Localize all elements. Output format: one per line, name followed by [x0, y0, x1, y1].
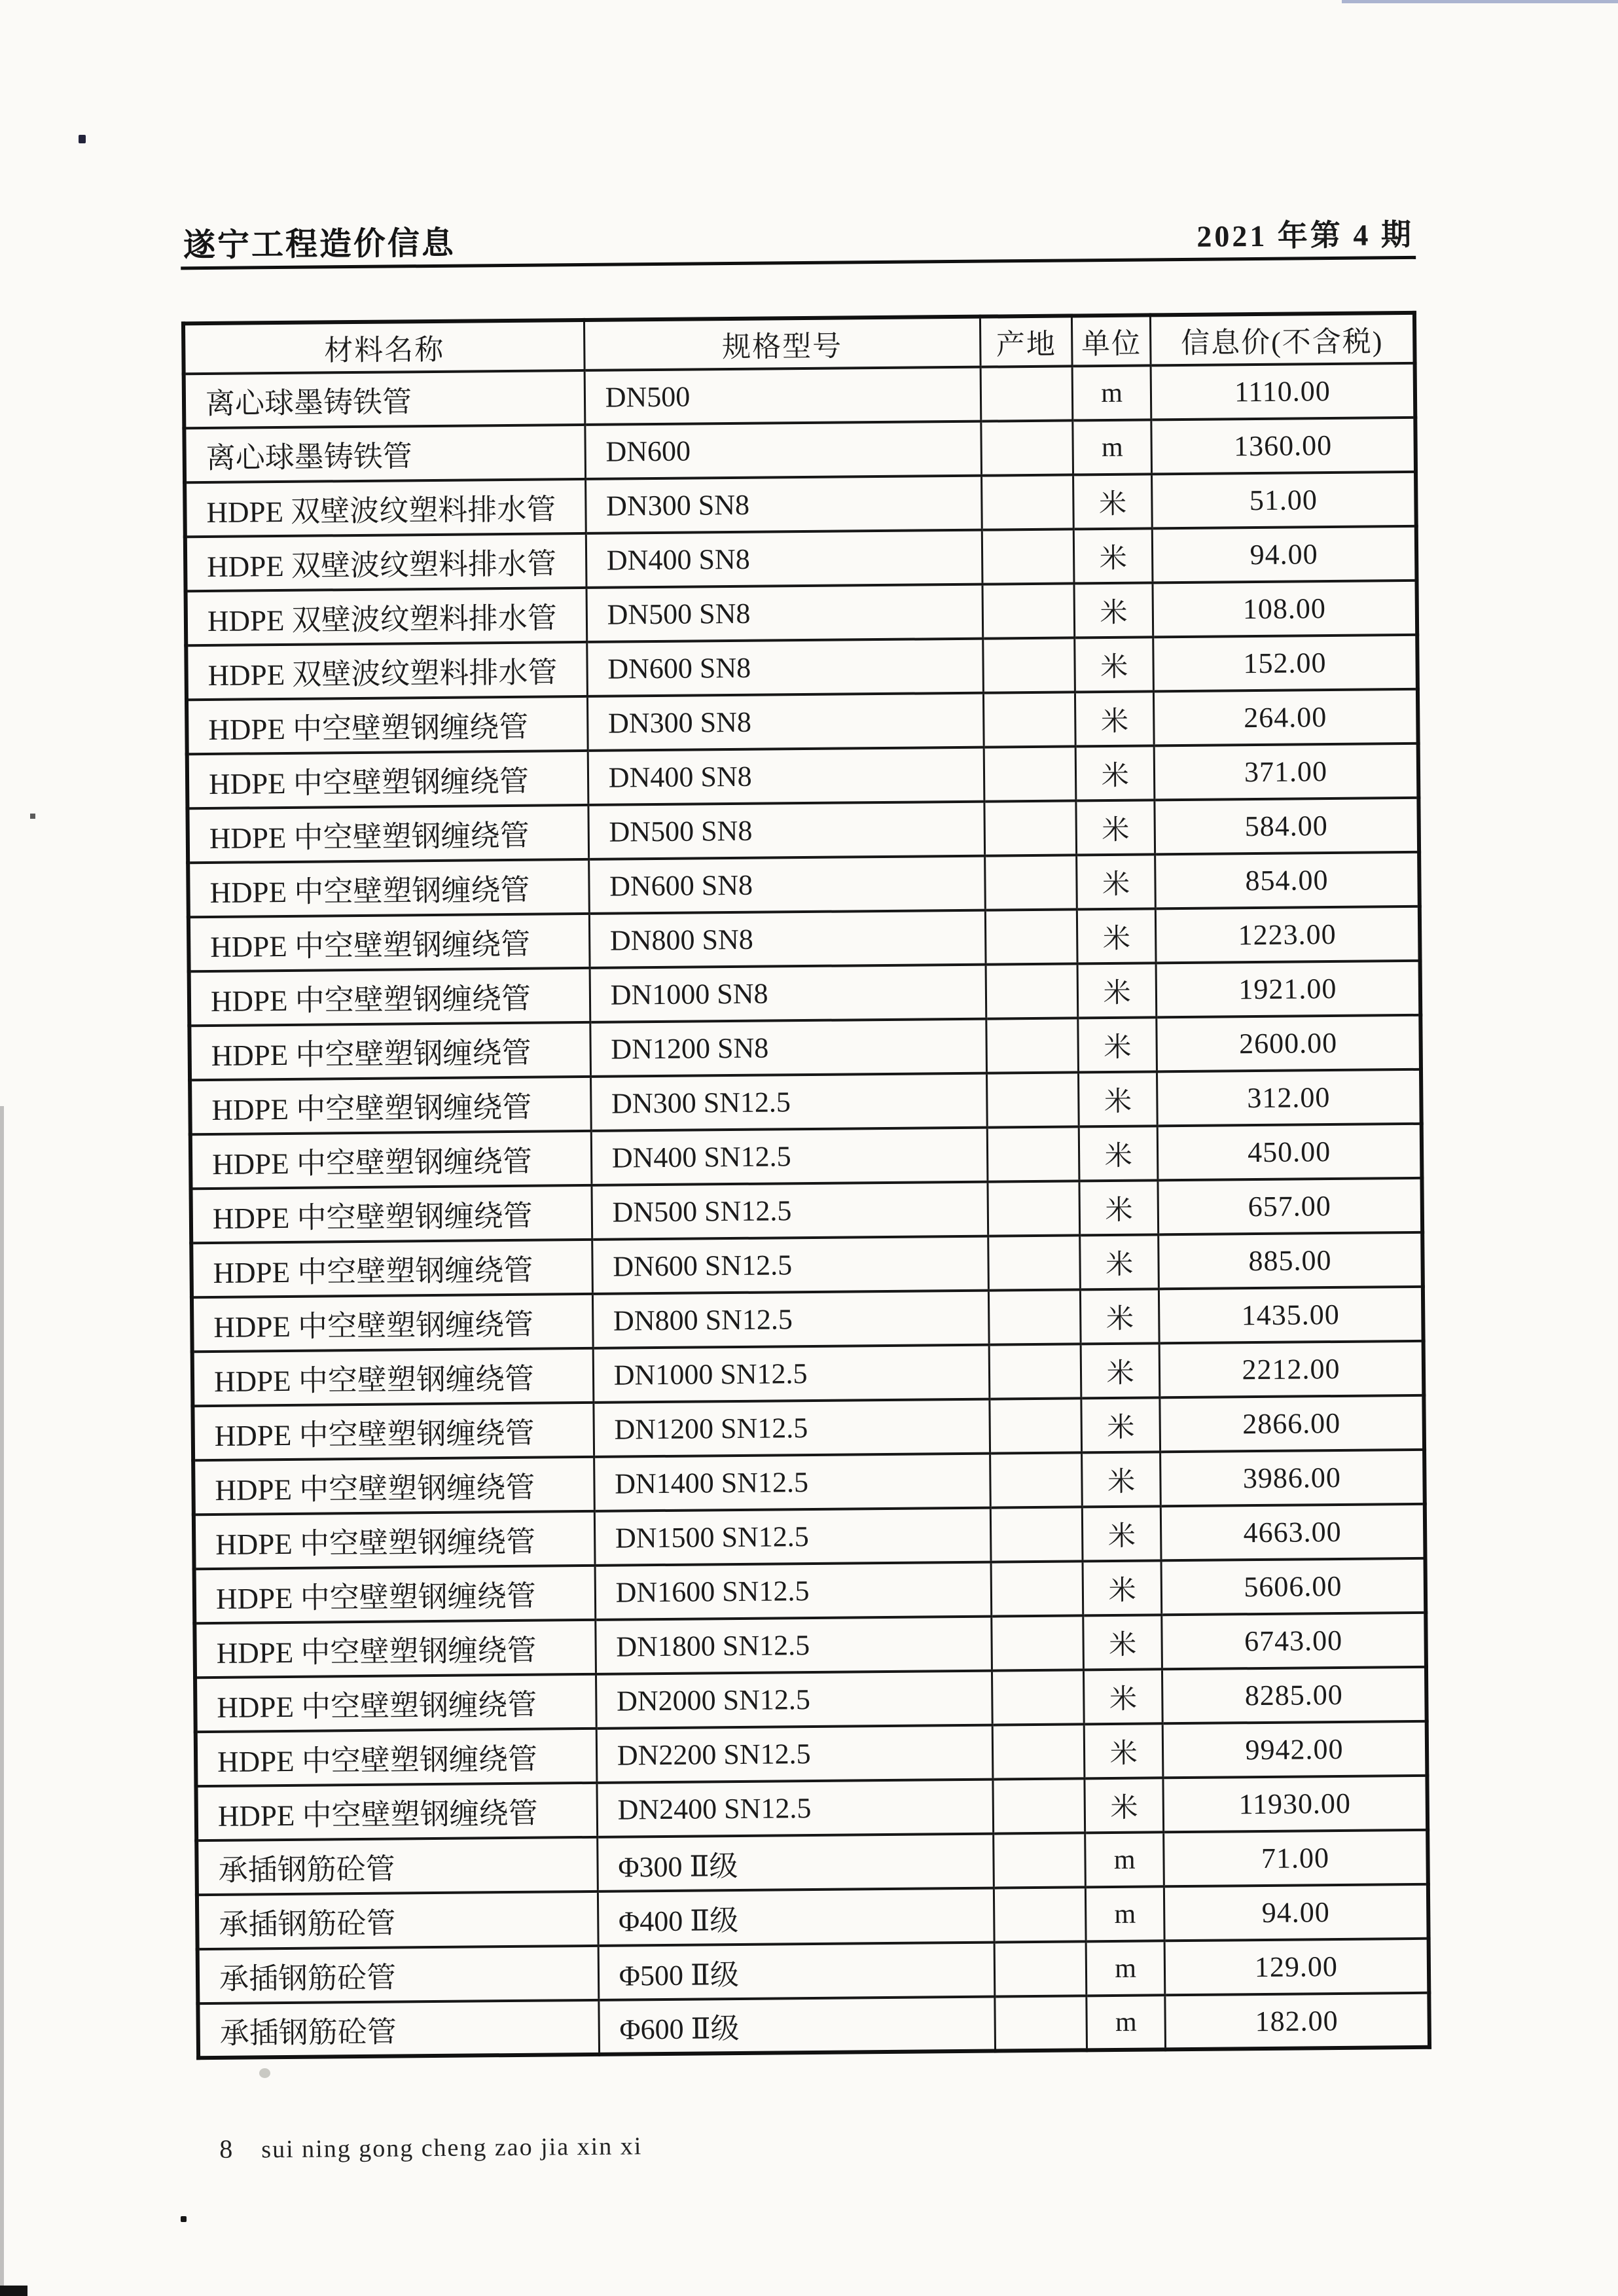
column-header-price-no-tax: 信息价(不含税) — [1150, 313, 1414, 366]
origin-cell — [986, 1018, 1079, 1073]
price-cell: 94.00 — [1164, 1884, 1428, 1941]
scan-speck — [259, 2068, 270, 2078]
origin-cell — [994, 1887, 1086, 1942]
journal-title: 遂宁工程造价信息 — [183, 224, 456, 264]
price-cell: 312.00 — [1157, 1069, 1421, 1126]
spec-model-cell: DN600 SN12.5 — [592, 1236, 988, 1294]
price-table-body — [184, 363, 1429, 2058]
spec-model-cell: Φ400 Ⅱ级 — [598, 1888, 994, 1946]
unit-cell: 米 — [1074, 528, 1153, 583]
column-header-spec-model: 规格型号 — [584, 317, 980, 370]
material-price-table — [181, 311, 1431, 2060]
spec-model-cell: DN600 SN8 — [588, 856, 985, 914]
origin-cell — [981, 475, 1073, 529]
unit-cell: 米 — [1079, 1180, 1158, 1235]
origin-cell — [992, 1670, 1084, 1725]
material-name-cell: HDPE 双壁波纹塑料排水管 — [185, 533, 586, 591]
spec-model-cell: DN1400 SN12.5 — [594, 1454, 990, 1511]
price-cell: 854.00 — [1155, 852, 1420, 909]
unit-cell: 米 — [1080, 1234, 1159, 1289]
origin-cell — [991, 1561, 1083, 1616]
table-row — [198, 1993, 1429, 2058]
origin-cell — [986, 1072, 1079, 1127]
material-name-cell: HDPE 中空壁塑钢缠绕管 — [190, 1077, 591, 1134]
unit-cell: 米 — [1083, 1560, 1161, 1615]
column-header-material-name: 材料名称 — [183, 320, 584, 374]
unit-cell: 米 — [1075, 637, 1153, 692]
scan-edge-artifact-left — [0, 1106, 4, 2296]
spec-model-cell: DN1000 SN8 — [590, 965, 986, 1022]
material-name-cell: 离心球墨铸铁管 — [184, 370, 585, 428]
unit-cell: 米 — [1083, 1615, 1162, 1670]
material-name-cell: 承插钢筋砼管 — [196, 1837, 598, 1895]
origin-cell — [983, 637, 1075, 692]
column-header-unit: 单位 — [1072, 315, 1151, 366]
unit-cell: 米 — [1082, 1452, 1160, 1507]
price-cell: 1223.00 — [1155, 906, 1420, 963]
unit-cell: 米 — [1074, 583, 1153, 637]
origin-cell — [990, 1452, 1082, 1507]
unit-cell: m — [1085, 1832, 1164, 1887]
origin-cell — [990, 1398, 1082, 1453]
price-cell: 2212.00 — [1159, 1341, 1424, 1398]
origin-cell — [980, 366, 1073, 421]
price-cell: 6743.00 — [1162, 1613, 1426, 1670]
unit-cell: 米 — [1075, 691, 1154, 746]
price-cell: 1921.00 — [1156, 961, 1420, 1018]
material-name-cell: HDPE 中空壁塑钢缠绕管 — [194, 1566, 596, 1623]
scan-speck — [79, 135, 86, 143]
origin-cell — [982, 583, 1075, 638]
price-cell: 3986.00 — [1160, 1450, 1425, 1507]
spec-model-cell: DN1500 SN12.5 — [594, 1508, 991, 1566]
spec-model-cell: DN300 SN8 — [587, 693, 984, 751]
origin-cell — [990, 1507, 1083, 1562]
price-cell: 1360.00 — [1151, 418, 1416, 475]
material-name-cell: 离心球墨铸铁管 — [184, 425, 585, 482]
price-cell: 450.00 — [1157, 1124, 1422, 1181]
unit-cell: m — [1073, 420, 1151, 475]
origin-cell — [984, 855, 1077, 910]
origin-cell — [987, 1126, 1079, 1181]
spec-model-cell: DN1200 SN12.5 — [594, 1399, 990, 1457]
unit-cell: 米 — [1079, 1071, 1157, 1126]
page-footer — [219, 2130, 642, 2164]
origin-cell — [994, 1833, 1086, 1888]
origin-cell — [988, 1235, 1081, 1290]
material-name-cell: HDPE 中空壁塑钢缠绕管 — [196, 1783, 597, 1840]
spec-model-cell: DN500 — [584, 367, 981, 425]
price-cell: 8285.00 — [1162, 1667, 1426, 1724]
price-cell: 11930.00 — [1163, 1776, 1428, 1833]
material-name-cell: HDPE 中空壁塑钢缠绕管 — [187, 696, 588, 754]
spec-model-cell: Φ300 Ⅱ级 — [597, 1834, 994, 1892]
scan-speck — [30, 814, 35, 819]
price-cell: 1435.00 — [1159, 1287, 1423, 1344]
unit-cell: 米 — [1081, 1343, 1159, 1398]
origin-cell — [989, 1344, 1081, 1399]
origin-cell — [993, 1778, 1085, 1833]
scan-speck — [181, 2216, 187, 2222]
unit-cell: 米 — [1076, 800, 1155, 855]
price-cell: 108.00 — [1153, 581, 1417, 637]
origin-cell — [983, 692, 1075, 747]
price-cell: 1110.00 — [1151, 363, 1415, 420]
unit-cell: 米 — [1076, 745, 1155, 800]
price-cell: 2866.00 — [1160, 1395, 1424, 1452]
material-name-cell: HDPE 中空壁塑钢缠绕管 — [196, 1729, 597, 1786]
origin-cell — [985, 909, 1077, 964]
price-cell: 129.00 — [1164, 1939, 1429, 1996]
footer-pinyin: sui ning gong cheng zao jia xin xi — [261, 2132, 643, 2164]
material-name-cell: HDPE 中空壁塑钢缠绕管 — [189, 914, 590, 971]
price-cell: 51.00 — [1152, 472, 1416, 529]
material-name-cell: HDPE 中空壁塑钢缠绕管 — [189, 1022, 590, 1080]
material-name-cell: HDPE 中空壁塑钢缠绕管 — [195, 1674, 596, 1732]
spec-model-cell: DN2200 SN12.5 — [596, 1725, 993, 1783]
price-cell: 182.00 — [1165, 1993, 1429, 2050]
material-name-cell: HDPE 中空壁塑钢缠绕管 — [187, 805, 588, 863]
material-name-cell: 承插钢筋砼管 — [197, 1892, 598, 1949]
price-cell: 885.00 — [1159, 1232, 1423, 1289]
unit-cell: 米 — [1084, 1669, 1162, 1724]
price-cell: 584.00 — [1155, 798, 1419, 855]
spec-model-cell: DN800 SN8 — [589, 910, 986, 968]
material-name-cell: HDPE 中空壁塑钢缠绕管 — [192, 1348, 594, 1406]
unit-cell: 米 — [1077, 854, 1155, 909]
origin-cell — [988, 1289, 1081, 1344]
spec-model-cell: DN1000 SN12.5 — [593, 1345, 990, 1403]
material-name-cell: HDPE 双壁波纹塑料排水管 — [185, 479, 586, 537]
spec-model-cell: DN1800 SN12.5 — [596, 1617, 992, 1674]
unit-cell: m — [1072, 365, 1151, 420]
scan-edge-artifact-top — [1342, 0, 1618, 3]
issue-label: 2021 年第 4 期 — [1196, 217, 1414, 253]
material-name-cell: HDPE 中空壁塑钢缠绕管 — [194, 1620, 596, 1677]
column-header-origin: 产地 — [980, 315, 1072, 367]
material-name-cell: HDPE 中空壁塑钢缠绕管 — [191, 1240, 592, 1297]
unit-cell: 米 — [1078, 1017, 1157, 1072]
spec-model-cell: DN600 SN8 — [586, 639, 983, 696]
material-name-cell: HDPE 中空壁塑钢缠绕管 — [192, 1294, 593, 1352]
spec-model-cell: DN300 SN12.5 — [590, 1073, 987, 1131]
material-name-cell: HDPE 中空壁塑钢缠绕管 — [188, 859, 589, 917]
price-cell: 2600.00 — [1157, 1015, 1421, 1072]
spec-model-cell: Φ600 Ⅱ级 — [599, 1997, 996, 2054]
material-name-cell: HDPE 中空壁塑钢缠绕管 — [187, 751, 588, 808]
unit-cell: 米 — [1083, 1506, 1161, 1561]
material-name-cell: HDPE 中空壁塑钢缠绕管 — [189, 968, 590, 1026]
spec-model-cell: DN400 SN8 — [586, 530, 982, 588]
unit-cell: 米 — [1081, 1397, 1160, 1452]
unit-cell: m — [1086, 1886, 1164, 1941]
material-name-cell: 承插钢筋砼管 — [198, 2000, 599, 2058]
spec-model-cell: DN600 — [585, 422, 982, 479]
price-cell: 4663.00 — [1160, 1504, 1425, 1561]
origin-cell — [992, 1724, 1085, 1779]
origin-cell — [992, 1615, 1084, 1670]
spec-model-cell: DN2400 SN12.5 — [597, 1780, 994, 1837]
material-name-cell: HDPE 中空壁塑钢缠绕管 — [190, 1131, 592, 1189]
origin-cell — [986, 963, 1078, 1018]
price-cell: 152.00 — [1153, 635, 1418, 692]
spec-model-cell: DN400 SN12.5 — [591, 1128, 988, 1185]
price-cell: 657.00 — [1158, 1178, 1422, 1235]
spec-model-cell: DN2000 SN12.5 — [596, 1671, 992, 1729]
material-name-cell: HDPE 中空壁塑钢缠绕管 — [193, 1457, 594, 1515]
unit-cell: 米 — [1077, 908, 1156, 963]
origin-cell — [982, 529, 1074, 584]
spec-model-cell: DN1200 SN8 — [590, 1019, 987, 1077]
spec-model-cell: DN500 SN8 — [588, 802, 985, 859]
price-cell: 9942.00 — [1162, 1721, 1427, 1778]
origin-cell — [995, 1996, 1087, 2051]
spec-model-cell: DN800 SN12.5 — [592, 1291, 989, 1348]
unit-cell: 米 — [1073, 474, 1152, 529]
scan-corner-mark — [0, 2286, 27, 2296]
material-name-cell: HDPE 双壁波纹塑料排水管 — [186, 642, 587, 700]
price-cell: 94.00 — [1152, 526, 1416, 583]
unit-cell: 米 — [1079, 1126, 1158, 1181]
material-name-cell: HDPE 双壁波纹塑料排水管 — [186, 588, 587, 645]
spec-model-cell: DN300 SN8 — [585, 476, 982, 533]
spec-model-cell: Φ500 Ⅱ级 — [598, 1943, 995, 2000]
unit-cell: 米 — [1085, 1778, 1163, 1833]
price-cell: 371.00 — [1154, 744, 1418, 800]
spec-model-cell: DN500 SN12.5 — [592, 1182, 988, 1240]
origin-cell — [994, 1941, 1087, 1996]
unit-cell: 米 — [1081, 1289, 1159, 1344]
spec-model-cell: DN1600 SN12.5 — [595, 1562, 992, 1620]
unit-cell: m — [1087, 1995, 1165, 2050]
origin-cell — [981, 420, 1073, 475]
spec-model-cell: DN500 SN8 — [586, 584, 983, 642]
material-name-cell: HDPE 中空壁塑钢缠绕管 — [191, 1185, 592, 1243]
unit-cell: m — [1086, 1941, 1164, 1996]
material-name-cell: 承插钢筋砼管 — [198, 1946, 599, 2003]
price-cell: 264.00 — [1153, 689, 1418, 746]
unit-cell: 米 — [1077, 963, 1156, 1018]
price-cell: 71.00 — [1164, 1830, 1428, 1887]
price-cell: 5606.00 — [1161, 1558, 1426, 1615]
origin-cell — [984, 800, 1077, 855]
unit-cell: 米 — [1085, 1723, 1163, 1778]
page-number: 8 — [219, 2134, 233, 2164]
material-name-cell: HDPE 中空壁塑钢缠绕管 — [192, 1403, 594, 1460]
material-name-cell: HDPE 中空壁塑钢缠绕管 — [194, 1511, 595, 1569]
origin-cell — [988, 1181, 1080, 1236]
origin-cell — [984, 746, 1076, 801]
spec-model-cell: DN400 SN8 — [588, 747, 984, 805]
